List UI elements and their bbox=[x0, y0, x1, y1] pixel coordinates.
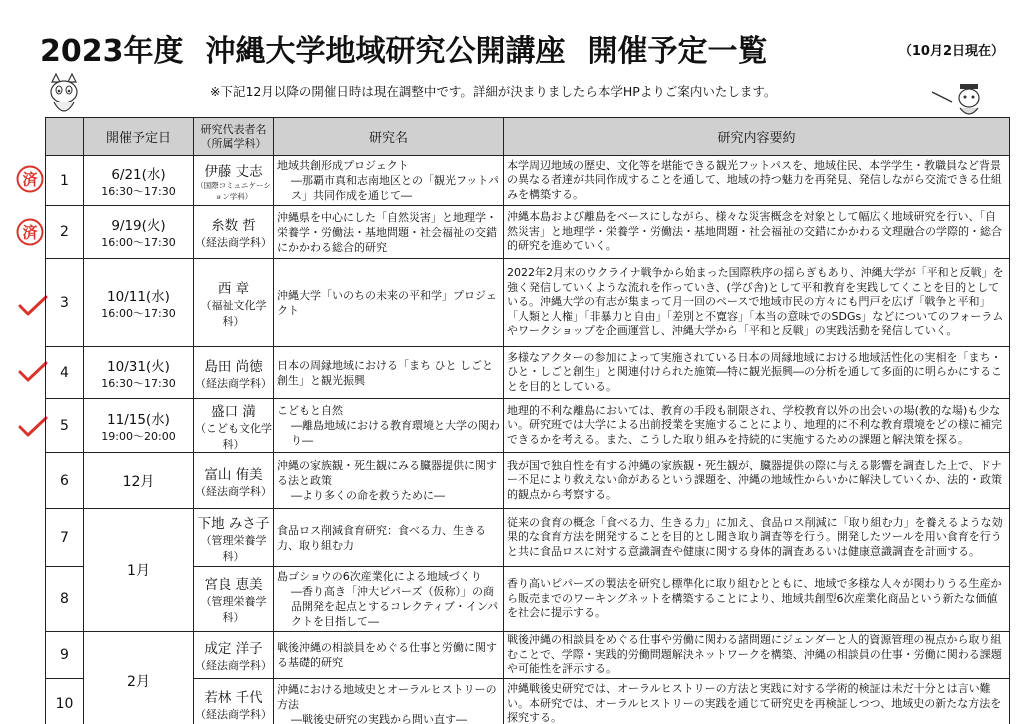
stamp-label-1: 済 bbox=[22, 170, 38, 189]
rep-dept: （管理栄養学科） bbox=[200, 533, 267, 563]
col-header-rep-line1: 研究代表者名 bbox=[200, 122, 267, 136]
col-header-desc: 研究内容要約 bbox=[504, 118, 1010, 156]
rep-name: 富山 侑美 bbox=[204, 466, 263, 483]
row-desc: 香り高いピパーズの製法を研究し標準化に取り組むとともに、地域で多様な人々が関わりうる生産から販売までのワーキングネットを構築することにより、地域共創型6次産業化商品という新たな価値を社会に提示する。 bbox=[504, 567, 1010, 632]
rep-dept: （国際コミュニケーション学科） bbox=[196, 180, 271, 201]
row-desc: 本学周辺地域の歴史、文化等を堪能できる観光フットパスを、地域住民、本学学生・教職員など背景の異なる者達が共同作成することを通して、地域の持つ魅力を再発見、発信しながら交流できる仕組みを構築する。 bbox=[504, 156, 1010, 206]
title-main: 沖縄の家族観・死生観にみる臓器提供に関する法と政策 bbox=[277, 459, 497, 487]
row-date bbox=[84, 156, 194, 206]
rep-name: 西 章 bbox=[217, 280, 250, 297]
table-row bbox=[46, 206, 1010, 259]
row-title bbox=[274, 632, 504, 679]
rep-dept: （こども文化学科） bbox=[195, 421, 272, 451]
checkmark-icon bbox=[18, 415, 48, 437]
row-num: 2 bbox=[46, 206, 84, 259]
schedule-table bbox=[45, 117, 1010, 724]
date-text: 10/31(火) bbox=[107, 358, 170, 375]
rep-name: 宮良 恵美 bbox=[204, 577, 263, 593]
title-sub: ―離島地域における教育環境と大学の関わり― bbox=[291, 419, 500, 447]
col-header-rep-line2: （所属学科） bbox=[200, 136, 267, 150]
table-row bbox=[46, 632, 1010, 679]
title-sub: ―那覇市真和志南地区との「観光フットパス」共同作成を通じて― bbox=[291, 174, 500, 202]
row-date bbox=[84, 259, 194, 347]
table-row bbox=[46, 347, 1010, 399]
row-date bbox=[84, 399, 194, 453]
title-row bbox=[40, 26, 1010, 70]
date-text: 11/15(水) bbox=[107, 411, 170, 428]
title-year: 2023年度 bbox=[40, 34, 184, 69]
row-date bbox=[84, 347, 194, 399]
col-header-title: 研究名 bbox=[274, 118, 504, 156]
row-num: 10 bbox=[46, 678, 84, 724]
rep-dept: （経法商学科） bbox=[195, 376, 272, 390]
row-num: 7 bbox=[46, 509, 84, 567]
col-header-num bbox=[46, 118, 84, 156]
rep-name: 若林 千代 bbox=[204, 690, 263, 706]
time-text: 16:30～17:30 bbox=[101, 376, 176, 390]
row-rep bbox=[194, 632, 274, 679]
row-rep bbox=[194, 399, 274, 453]
date-text: 10/11(水) bbox=[107, 288, 170, 305]
checkmark-icon bbox=[18, 294, 48, 316]
row-desc: 戦後沖縄の相談員をめぐる仕事や労働に関わる諸問題にジェンダーと人的資源管理の視点から取り組むことで、学際・実践的労働問題解決ネットワークを構築、沖縄の相談員の仕事・労働に関わる課題や可能性を評示する。 bbox=[504, 632, 1010, 679]
time-text: 16:30～17:30 bbox=[101, 184, 176, 198]
row-title bbox=[274, 399, 504, 453]
row-title bbox=[274, 156, 504, 206]
rep-name: 成定 洋子 bbox=[204, 640, 263, 657]
title-sub: ―戦後史研究の実践から問い直す― bbox=[291, 712, 467, 724]
col-header-rep bbox=[194, 118, 274, 156]
notice-text: ※下記12月以降の開催日時は現在調整中です。詳細が決まりましたら本学HPよりご案内いたします。 bbox=[210, 84, 777, 99]
row-month: 2月 bbox=[84, 632, 194, 724]
rep-dept: （経法商学科） bbox=[195, 484, 272, 498]
rep-dept: （福祉文化学科） bbox=[200, 298, 267, 328]
row-num: 1 bbox=[46, 156, 84, 206]
title-main: 沖縄大学地域研究公開講座 bbox=[205, 34, 566, 69]
title-main: 戦後沖縄の相談員をめぐる仕事と労働に関する基礎的研究 bbox=[277, 640, 497, 669]
row-desc: 地理的不利な離島においては、教育の手段も制限され、学校教育以外の出会いの場(教的な場)も少ない。研究班では大学による出前授業を実施することにより、地理的に不利な教育環境をどの様に補完できるかを考える。また、こうした取り組みを持続的に実施するための課題と解決策を探る。 bbox=[504, 399, 1010, 453]
row-num: 8 bbox=[46, 567, 84, 632]
row-title bbox=[274, 567, 504, 632]
title-main: 沖縄県を中心にした「自然災害」と地理学・栄養学・労働法・基地問題・社会福祉の交錯にかかわる総合的研究 bbox=[277, 210, 497, 254]
title-main: 島ゴショウの6次産業化による地域づくり bbox=[277, 570, 482, 583]
row-num: 3 bbox=[46, 259, 84, 347]
table-row bbox=[46, 509, 1010, 567]
row-rep bbox=[194, 259, 274, 347]
row-title bbox=[274, 453, 504, 509]
time-text: 16:00～17:30 bbox=[101, 306, 176, 320]
checkmark-icon bbox=[18, 360, 48, 382]
row-rep bbox=[194, 156, 274, 206]
row-rep bbox=[194, 347, 274, 399]
rep-name: 伊藤 丈志 bbox=[204, 163, 263, 180]
row-desc: 沖縄本島および離島をベースにしながら、様々な災害概念を対象として幅広く地域研究を行い、「自然災害」と地理学・栄養学・労働法・基地問題・社会福祉の交錯にかかわる文理融合の学際的・総合的研究を進めていく。 bbox=[504, 206, 1010, 259]
rep-name: 盛口 満 bbox=[211, 403, 256, 420]
table-header-row bbox=[46, 118, 1010, 156]
row-title bbox=[274, 206, 504, 259]
title-main: 沖縄における地域史とオーラルヒストリーの方法 bbox=[277, 682, 497, 711]
row-title bbox=[274, 509, 504, 567]
title-main: 沖縄大学「いのちの未来の平和学」プロジェクト bbox=[277, 288, 497, 317]
row-date bbox=[84, 206, 194, 259]
row-month: 1月 bbox=[84, 509, 194, 632]
title-sub: ―より多くの命を救うために― bbox=[291, 489, 445, 502]
rep-dept: （経法商学科） bbox=[195, 708, 272, 721]
table-row bbox=[46, 453, 1010, 509]
row-desc: 2022年2月末のウクライナ戦争から始まった国際秩序の揺らぎもあり、沖縄大学が「平和と反戦」を強く発信していくような流れを作っていき、(学び舎)として平和教育を実践してくことを目的としている。沖縄大学の有志が集まって月一回のペースで地域市民の方々にも門戸を広げ「戦争と平和」「人類と人権」「非暴力と自由」「差別と不寛容」「本当の意味でのSDGs」などについてのフォーラムやワークショップを企画運営し、沖縄大学から「平和と反戦」の実践活動を発信していく。 bbox=[504, 259, 1010, 347]
title-main: 地域共創形成プロジェクト bbox=[277, 159, 409, 172]
row-num: 9 bbox=[46, 632, 84, 679]
table-row bbox=[46, 156, 1010, 206]
page-title bbox=[40, 26, 1010, 70]
time-text: 16:00～17:30 bbox=[101, 236, 176, 249]
row-rep bbox=[194, 678, 274, 724]
mascot-cat-icon bbox=[44, 72, 84, 120]
title-main: 日本の周縁地域における「まち ひと しごと創生」と観光振興 bbox=[277, 358, 493, 387]
row-title bbox=[274, 259, 504, 347]
row-desc: 多様なアクターの参加によって実施されている日本の周縁地域における地域活性化の実相を「まち・ひと・しごと創生」と関連付けられた施策―特に観光振興―の分析を通して多面的に明らかにすることを目的としている。 bbox=[504, 347, 1010, 399]
rep-name: 島田 尚徳 bbox=[204, 358, 263, 375]
title-main: こどもと自然 bbox=[277, 404, 343, 417]
stamp-label-2: 済 bbox=[22, 223, 38, 242]
row-rep bbox=[194, 509, 274, 567]
table-row bbox=[46, 259, 1010, 347]
row-rep bbox=[194, 206, 274, 259]
row-desc: 我が国で独自性を有する沖縄の家族観・死生観が、臓器提供の際に与える影響を調査した上で、ドナー不足により救えない命があるという課題を、沖縄の地域性からいかに解決していくか、法的・政策的観点から考察する。 bbox=[504, 453, 1010, 509]
rep-name: 糸数 哲 bbox=[211, 218, 256, 234]
row-title bbox=[274, 347, 504, 399]
time-text: 19:00～20:00 bbox=[101, 429, 176, 443]
col-header-date: 開催予定日 bbox=[84, 118, 194, 156]
row-num: 5 bbox=[46, 399, 84, 453]
rep-dept: （経法商学科） bbox=[195, 658, 272, 672]
rep-dept: （管理栄養学科） bbox=[200, 595, 267, 624]
row-title bbox=[274, 678, 504, 724]
row-month: 12月 bbox=[84, 453, 194, 509]
completed-stamp-icon bbox=[16, 165, 44, 193]
rep-name: 下地 みさ子 bbox=[197, 515, 270, 532]
as-of-date: （10月2日現在） bbox=[898, 44, 1004, 59]
mascot-professor-icon bbox=[930, 80, 988, 120]
row-desc: 従来の食育の概念「食べる力、生きる力」に加え、食品ロス削減に「取り組む力」を養えるような効果的な食育方法を開発することを目的とし聞き取り調査等を行う。開発したツールを用い食育を行うと共に食品ロスに対する意識調査や健康に関する身体的調査あるいは健康意識調査を計画する。 bbox=[504, 509, 1010, 567]
row-num: 4 bbox=[46, 347, 84, 399]
row-rep bbox=[194, 453, 274, 509]
row-num: 6 bbox=[46, 453, 84, 509]
title-sub: ―香り高き「沖大ピパーズ（仮称）」の商品開発を起点とするコレクティブ・インパクトを目指して― bbox=[291, 585, 499, 628]
completed-stamp-icon bbox=[16, 218, 44, 246]
title-sub: 開催予定一覧 bbox=[587, 34, 768, 69]
rep-dept: （経法商学科） bbox=[195, 236, 272, 249]
date-text: 6/21(水) bbox=[111, 166, 166, 183]
row-desc: 沖縄戦後史研究では、オーラルヒストリーの方法と実践に対する学術的検証は未だ十分とは言い難い。本研究では、オーラルヒストリーの実践を通じて研究史を再検証しつつ、地域史の新たな方法を探究する。 bbox=[504, 678, 1010, 724]
date-text: 9/19(火) bbox=[111, 218, 166, 234]
table-row bbox=[46, 399, 1010, 453]
row-rep bbox=[194, 567, 274, 632]
title-main: 食品ロス削減食育研究：食べる力、生きる力、取り組む力 bbox=[277, 523, 486, 552]
